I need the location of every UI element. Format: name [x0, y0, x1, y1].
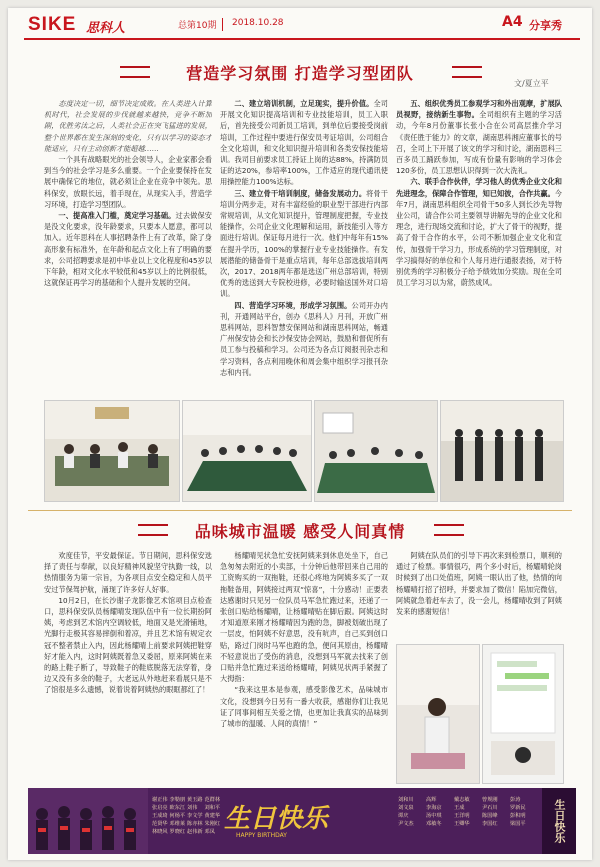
issue-date: 2018.10.28 [232, 18, 284, 28]
title-decoration-right [452, 66, 482, 78]
logo-cn: 思科人 [86, 21, 126, 36]
training-photo-1 [44, 400, 180, 502]
birthday-name: 罗晓红 [169, 829, 186, 835]
birthday-subtitle: HAPPY BIRTHDAY [236, 832, 287, 839]
article2-quote: “我来这里本是参观，感受影像艺术，品味城市文化，没想到今日另有一番大收获，感谢你们让我见证了同事间相互关爱之情，也更加让我真实的品味到了城市的温暖、人间的真情！” [220, 685, 388, 729]
page-header [8, 8, 592, 40]
newspaper-page [8, 8, 592, 860]
article2-photo-1 [396, 644, 480, 784]
article2-paragraph: 杨耀晴见状急忙安抚阿姨来到休息处坐下，自己急匆匆去附近的小卖部，十分钟后他带回来自己用的工资购买的一双拖鞋，还很心疼地为阿姨多买了一双拖鞋备用，阿姨接过两双“惊喜”，十分感动！正要表达感谢时只见另一位队员马军急忙跑过来，还递了一张创口贴给杨耀晴，让杨耀晴贴在脚后跟。阿姨这时才知道原来刚才杨耀晴因为跑的急，脚被划破出现了一层皮，怕阿姨不好意思，没有吭声，自己买到创口贴，路过门岗时马军也跑的急，便问其原由，杨耀晴不轻意说出了受伤的消息，没想到马军就去找来了创口贴并急忙跑过来送给杨耀晴，阿姨见状两手紧握了大拇指： [220, 551, 388, 684]
birthday-name: 陈国峰 [482, 813, 498, 819]
birthday-name: 尹石川 [482, 805, 498, 811]
birthday-name: 戴志敏 [454, 797, 470, 803]
birthday-name: 范群林 [204, 797, 221, 803]
birthday-name: 谭庆 [398, 813, 409, 819]
birthday-name: 黄玉路 [187, 797, 203, 803]
birthday-names-right [398, 796, 538, 828]
article1-paragraph: 一个具有战略眼光的社会领导人，企业家都会看到当今的社会学习是多么重要。一个企业要保持在发展中确保它的地位，就必须让企业在竞争中领先。思科保安，放眼长远，着手现在，从现实入手，营造学习环境，打造学习型团队。 [44, 155, 212, 209]
birthday-name: 黄建华 [204, 813, 221, 819]
header-rule [24, 38, 580, 40]
page-section-name: 分享秀 [529, 19, 562, 32]
birthday-banner [28, 788, 576, 854]
article2-paragraph: 10月2日，在长沙谢子龙影像艺术馆项目点检查口，思科保安队员杨耀晴发现队伍中有一位长期扮阿姨，考虑到艺术馆内空调较低，地面又是光滑铺地，光脚行走极其容易摔倒和着凉，并且艺术馆有规定衣冠不整者禁止入内，因此杨耀晴上前要求阿姨把鞋穿好才能入内，这时阿姨既着急又委屈，原来阿姨在来的路上鞋子断了，导致鞋子的鞋底脱落无法穿着，身边又没有多余的鞋子，大老远从外地赶来看展只是不了馆很是多么遗憾，说着说着阿姨热的眼眶都红了！ [44, 595, 212, 695]
article2-title: 品味城市温暖 感受人间真情 [194, 521, 406, 541]
birthday-people-illustration [28, 788, 148, 854]
birthday-name: 邓凤 [204, 829, 215, 835]
section-text: 今年7月，湖南思科组织全司骨干50多人到长沙先导物业公司，请合作公司主要领导讲解先导的企业文化和理念，进行现场交流和讨论，扩大了骨干的视野，提高了骨干合作的水平，公司不断加强企业文化和宣传，加强骨干学习力，形成系统的学习管理制度，对学习搞得好的单位和个人每月进行通报表扬，对于特别优秀的学习积极分子给予绩效加分奖励。现在全司员工学习习以为常，蔚然成风。 [396, 188, 562, 288]
logo: SIKE [28, 14, 77, 35]
article1-title-bar [108, 58, 492, 86]
section-heading: 四、营造学习环境，形成学习氛围。 [234, 300, 352, 310]
section-heading: 五、组织优秀员工参观学习和外出观摩，扩展队员视野，接纳新生事物。 [396, 99, 562, 120]
article2-column-3 [396, 550, 562, 640]
birthday-name: 林晓风 [152, 829, 168, 835]
birthday-name: 赵伟新 [187, 829, 203, 835]
training-photo-4 [440, 400, 564, 502]
article1-column-3 [396, 98, 562, 398]
birthday-name: 李国红 [482, 821, 498, 827]
section-text: 全司组织有主题的学习活动，今年8月份董事长张小合在公司高层推介学习《责任胜于能力》的文章，湖南思科湘应董事长的号召，全司上下开展了该文的学习和讨论，湖南思科三百多员工踊跃参加，写成有份量有影响的学习体会120多份，员工思想认识得到一次大洗礼。 [396, 110, 562, 176]
section-heading: 三、建立骨干培训制度，储备发展动力。 [234, 188, 367, 198]
birthday-name: 刘伟 [187, 805, 198, 811]
birthday-name: 王成琦 [152, 813, 168, 819]
section-text: 公司开办内刊，开通网站平台，创办《思科人》月刊，开放广州思科网站，思科智慧安保网站和湖南思科网站，畅通广州保安协会和长沙保安协会网站，鼓励和督促所有员工参与投稿和学习。公司还为各点订阅报刊杂志和学习资料，各点利用晚休和周会集中组织学习报刊杂志和内刊。 [220, 300, 388, 377]
birthday-name: 张启亮 [152, 805, 168, 811]
section-heading: 六、联手合作伙伴，学习他人的优秀企业文化和先进理念，保障合作管理，知已知彼，合作共赢。 [396, 177, 562, 198]
article1-intro: 态度决定一切，细节决定成败。在人类进入计算机时代，社会发展的步伐就越来越快，竞争不断加剧，优胜劣汰之后，人类社会正在突飞猛进的发展，整个世界都在发生深刻的变化，只有以学习的姿态才能适应，只有主动创新才能超越…… [44, 99, 212, 153]
article2-photo-2 [482, 644, 564, 784]
issue-number: 总第10期 [178, 18, 223, 31]
birthday-name: 高辉 [426, 797, 437, 803]
article2-column-1 [44, 550, 212, 782]
birthday-name: 陈亦林 [187, 821, 203, 827]
birthday-name: 王洋明 [454, 813, 470, 819]
birthday-name: 曾规刚 [482, 797, 498, 803]
birthday-name: 汤中琪 [426, 813, 442, 819]
birthday-name: 李海京 [426, 805, 442, 811]
section-divider [28, 510, 572, 511]
article1-author: 文/夏立平 [514, 79, 549, 88]
birthday-name: 李勒朋 [169, 797, 186, 803]
birthday-name: 范贤华 [152, 821, 168, 827]
title-decoration-left [120, 66, 150, 78]
birthday-name: 李文学 [187, 813, 203, 819]
birthday-name: 梁国平 [510, 821, 526, 827]
birthday-name: 刘文泉 [398, 805, 414, 811]
article1-column-1 [44, 98, 212, 398]
birthday-name: 彭涛 [510, 797, 521, 803]
section-heading: 二、建立培训机制，立足现实，提升价值。 [234, 99, 374, 108]
birthday-name: 邓敏冬 [426, 821, 442, 827]
article2-paragraph: 阿姨在队员们的引导下再次来到检票口，顺利的通过了检票。事情很巧，两个多小时后，杨耀晴轮岗时候到了出口处值班，阿姨一眼认出了他，热情的向杨耀晴打招了招呼，并要求加了微信！陷加完微信，阿姨就急着赶车去了，没一会儿，杨耀晴收到了阿姨发来的感谢短信！ [396, 551, 562, 617]
section-text: 将骨干培训分两步走，对有丰富经验的职业型干部进行内部常规培训，从文化知识提升，管理制度把握，专业技能操作，公司企业文化理解和运用，新技能引入等方面进行培训。保证每月进行一次。他们中每年有15%在提升学历，100%的掌握行业专业技能操作。有发展潜能的储备骨干是重点培训，每年总部选拔培训两次，2017、2018两年都是选送广州总部培训，特别优秀的选送到大专院校进修，必要时输送国外对口培训。 [220, 188, 388, 299]
training-photo-2 [182, 400, 312, 502]
birthday-name: 尹文杰 [398, 821, 414, 827]
birthday-name: 王卿华 [454, 821, 470, 827]
section-heading: 一、提高准入门槛，奠定学习基础。 [58, 211, 176, 221]
article2-column-2 [220, 550, 388, 782]
title-decoration-right [434, 524, 464, 536]
birthday-name: 刘和川 [398, 797, 414, 803]
article2-paragraph: 欢度佳节，平安最保证。节日期间，思科保安选择了责任与奉献，以良好精神风貌坚守执勤一线，以热情服务为第一宗旨，为各项目点安全稳定和人员平安过节保驾护航，涌现了许多好人好事。 [44, 551, 212, 594]
birthday-name: 谢正伟 [152, 797, 168, 803]
birthday-side-label: 生日快乐 [542, 788, 576, 854]
birthday-names-left [152, 796, 222, 836]
birthday-title: 生日快乐 [224, 804, 329, 834]
birthday-name: 欧东江 [169, 805, 186, 811]
article1-column-2 [220, 98, 388, 398]
birthday-name: 彭积明 [510, 813, 526, 819]
training-photo-3 [314, 400, 438, 502]
birthday-name: 朱刚红 [204, 821, 221, 827]
article1-title: 营造学习氛围 打造学习型团队 [186, 63, 414, 83]
section-text: 全司开展文化知识提高培训和专业技能培训，员工入职后，首先接受公司新员工培训，到单位后要接受岗前培训，工作过程中要进行保安员考证培训，公司组合全文化培训，和文化知识提升培训和各类安保技能培训。我司目前要求员工持证上岗的达88%，持满防员证的达20%，参培率100%，工作适应的现代通讯使用操控能力100%达标。 [220, 99, 388, 187]
birthday-name: 罗新民 [510, 805, 526, 811]
page-number: A4 [502, 14, 523, 30]
birthday-name: 邓维莱 [169, 821, 186, 827]
birthday-name: 何杨平 [169, 813, 186, 819]
section-text: 过去做保安是没文化要求，没年龄要求，只要本人愿意，都可以加入。近年思科在人事招聘条件上有了改革，除了身高形象有标准外，在年龄和起点文化上有了明确的要求，公司招聘要求是初中毕业以上文化程度和45岁以下年龄，相对文化水平较低和45岁以上的比例很低，这就保证再学习的基础和个人提升发展的空间。 [44, 211, 212, 288]
birthday-name: 王成 [454, 805, 465, 811]
title-decoration-left [138, 524, 168, 536]
birthday-name: 刘和平 [204, 805, 221, 811]
